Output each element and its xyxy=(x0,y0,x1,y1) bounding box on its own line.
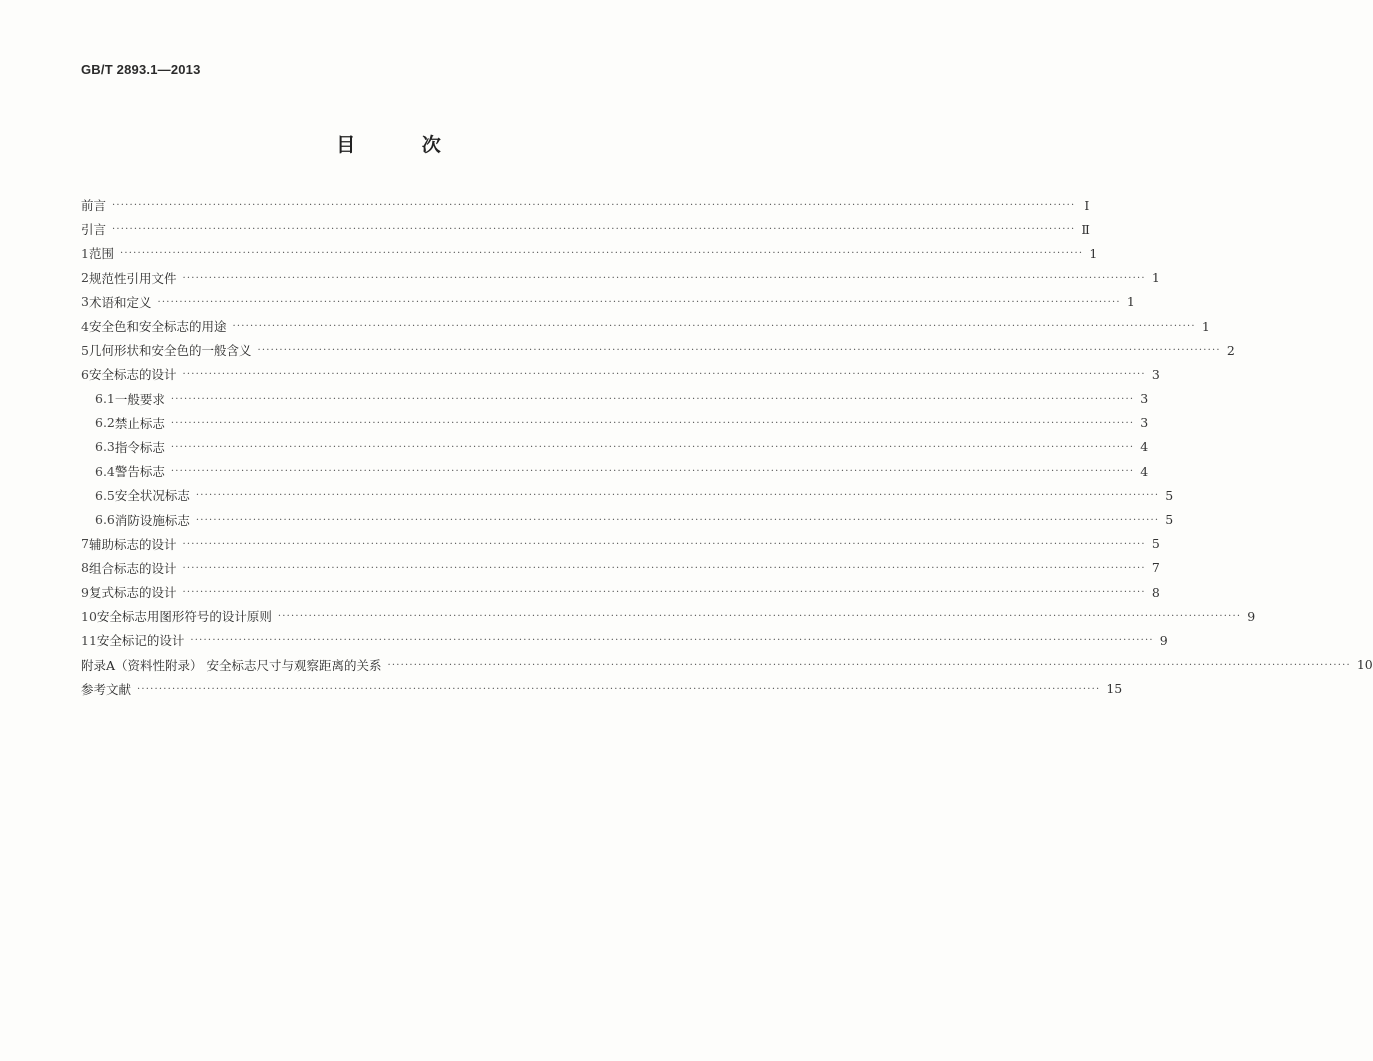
toc-entry-page: 1 xyxy=(1151,270,1160,286)
toc-leader-dots: ···························································································································································································································· xyxy=(170,393,1135,405)
toc-entry-page: 1 xyxy=(1201,318,1210,334)
toc-leader-dots: ···························································································································································································································· xyxy=(112,224,1076,236)
toc-entry-label: 规范性引用文件 xyxy=(88,270,177,286)
toc-leader-dots: ···························································································································································································································· xyxy=(182,369,1146,381)
toc-entry-label: 禁止标志 xyxy=(114,415,165,431)
toc-entry-number: 3 xyxy=(81,294,89,310)
toc-leader-dots: ···························································································································································································································· xyxy=(119,248,1084,260)
toc-leader-dots: ···························································································································································································································· xyxy=(182,562,1146,574)
toc-entry[interactable] xyxy=(81,338,1235,362)
toc-entry-page: Ⅰ xyxy=(1084,197,1090,213)
toc-entry-page: 9 xyxy=(1159,632,1168,648)
toc-leader-dots: ···························································································································································································································· xyxy=(182,587,1146,599)
toc-entry-label: 几何形状和安全色的一般含义 xyxy=(88,343,252,359)
toc-entry[interactable] xyxy=(81,628,1168,652)
toc-entry-number: 8 xyxy=(81,560,89,576)
toc-entry-page: 3 xyxy=(1140,415,1149,431)
toc-entry-label: 指令标志 xyxy=(114,439,165,455)
toc-entry-number: 5 xyxy=(81,342,89,358)
toc-leader-dots: ···························································································································································································································· xyxy=(195,490,1160,502)
toc-entry[interactable] xyxy=(81,459,1149,483)
toc-entry-label: 前言 xyxy=(81,198,107,214)
toc-entry-label: 安全标志用图形符号的设计原则 xyxy=(96,609,272,625)
toc-leader-dots: ···························································································································································································································· xyxy=(170,466,1135,478)
toc-leader-dots: ···························································································································································································································· xyxy=(182,538,1146,550)
toc-entry-label: 警告标志 xyxy=(114,464,165,480)
toc-entry[interactable] xyxy=(81,411,1149,435)
toc-entry[interactable] xyxy=(81,290,1135,314)
toc-entry-number: 1 xyxy=(81,245,89,261)
toc-entry-page: 2 xyxy=(1226,342,1235,358)
toc-leader-dots: ···························································································································································································································· xyxy=(170,441,1135,453)
toc-entry-label: 安全色和安全标志的用途 xyxy=(88,319,227,335)
toc-entry[interactable] xyxy=(81,193,1090,217)
toc-entry-number: 4 xyxy=(81,318,89,334)
toc-entry[interactable] xyxy=(81,217,1090,241)
toc-entry-number: 9 xyxy=(81,584,89,600)
toc-entry-page: 3 xyxy=(1151,366,1160,382)
toc-entry-label: 安全标记的设计 xyxy=(96,633,185,649)
toc-entry[interactable] xyxy=(81,677,1123,701)
toc-entry-page: 1 xyxy=(1126,294,1135,310)
toc-entry[interactable] xyxy=(81,556,1160,580)
document-code: GB/T 2893.1—2013 xyxy=(81,62,201,77)
toc-leader-dots: ···························································································································································································································· xyxy=(232,321,1196,333)
toc-entry-label: 附录A（资料性附录） 安全标志尺寸与观察距离的关系 xyxy=(81,657,382,673)
toc-entry-number: 6.2 xyxy=(95,415,115,431)
toc-entry-page: 4 xyxy=(1140,463,1149,479)
toc-entry[interactable] xyxy=(81,483,1174,507)
toc-entry-page: 1 xyxy=(1089,245,1098,261)
table-of-contents xyxy=(81,193,1373,701)
toc-leader-dots: ···························································································································································································································· xyxy=(190,635,1154,647)
toc-entry-number: 6.3 xyxy=(95,439,115,455)
toc-entry-label: 辅助标志的设计 xyxy=(88,536,177,552)
toc-leader-dots: ···························································································································································································································· xyxy=(387,659,1351,671)
toc-entry[interactable] xyxy=(81,314,1210,338)
toc-entry[interactable] xyxy=(81,387,1149,411)
toc-entry-page: 5 xyxy=(1151,536,1160,552)
toc-entry-page: 8 xyxy=(1151,584,1160,600)
toc-entry[interactable] xyxy=(81,653,1373,677)
page-title: 目 次 xyxy=(336,134,471,156)
toc-entry-label: 安全标志的设计 xyxy=(88,367,177,383)
toc-entry-label: 术语和定义 xyxy=(88,294,152,310)
toc-entry-page: Ⅱ xyxy=(1081,221,1090,237)
toc-entry-page: 4 xyxy=(1140,439,1149,455)
toc-leader-dots: ···························································································································································································································· xyxy=(157,296,1121,308)
toc-entry-number: 6.4 xyxy=(95,463,115,479)
toc-entry-label: 安全状况标志 xyxy=(114,488,190,504)
toc-leader-dots: ···························································································································································································································· xyxy=(195,514,1160,526)
toc-entry-label: 范围 xyxy=(88,246,114,262)
toc-entry[interactable] xyxy=(81,241,1098,265)
toc-entry-number: 6.5 xyxy=(95,487,115,503)
toc-entry-number: 6 xyxy=(81,366,89,382)
toc-entry[interactable] xyxy=(81,507,1174,531)
toc-entry-number: 6.1 xyxy=(95,391,115,407)
toc-entry[interactable] xyxy=(81,532,1160,556)
toc-entry-label: 消防设施标志 xyxy=(114,512,190,528)
toc-entry-page: 10 xyxy=(1356,657,1373,673)
toc-entry-page: 5 xyxy=(1165,487,1174,503)
toc-leader-dots: ···························································································································································································································· xyxy=(182,272,1146,284)
toc-entry-number: 2 xyxy=(81,270,89,286)
toc-entry-page: 7 xyxy=(1151,560,1160,576)
toc-leader-dots: ···························································································································································································································· xyxy=(257,345,1221,357)
toc-entry-label: 引言 xyxy=(81,222,107,238)
toc-entry-number: 6.6 xyxy=(95,512,115,528)
toc-entry-page: 5 xyxy=(1165,512,1174,528)
toc-entry-number: 11 xyxy=(81,632,97,648)
toc-entry[interactable] xyxy=(81,266,1160,290)
toc-entry[interactable] xyxy=(81,604,1256,628)
toc-leader-dots: ···························································································································································································································· xyxy=(170,417,1135,429)
toc-entry[interactable] xyxy=(81,435,1149,459)
toc-entry-page: 15 xyxy=(1106,681,1123,697)
toc-leader-dots: ···························································································································································································································· xyxy=(112,200,1076,212)
toc-leader-dots: ···························································································································································································································· xyxy=(277,611,1242,623)
toc-leader-dots: ···························································································································································································································· xyxy=(137,683,1101,695)
toc-entry[interactable] xyxy=(81,580,1160,604)
toc-entry-number: 7 xyxy=(81,536,89,552)
toc-entry-page: 3 xyxy=(1140,391,1149,407)
toc-entry-label: 组合标志的设计 xyxy=(88,560,177,576)
toc-entry[interactable] xyxy=(81,362,1160,386)
toc-entry-label: 复式标志的设计 xyxy=(88,585,177,601)
toc-entry-label: 一般要求 xyxy=(114,391,165,407)
toc-entry-label: 参考文献 xyxy=(81,681,132,697)
toc-entry-page: 9 xyxy=(1247,608,1256,624)
toc-entry-number: 10 xyxy=(81,608,97,624)
